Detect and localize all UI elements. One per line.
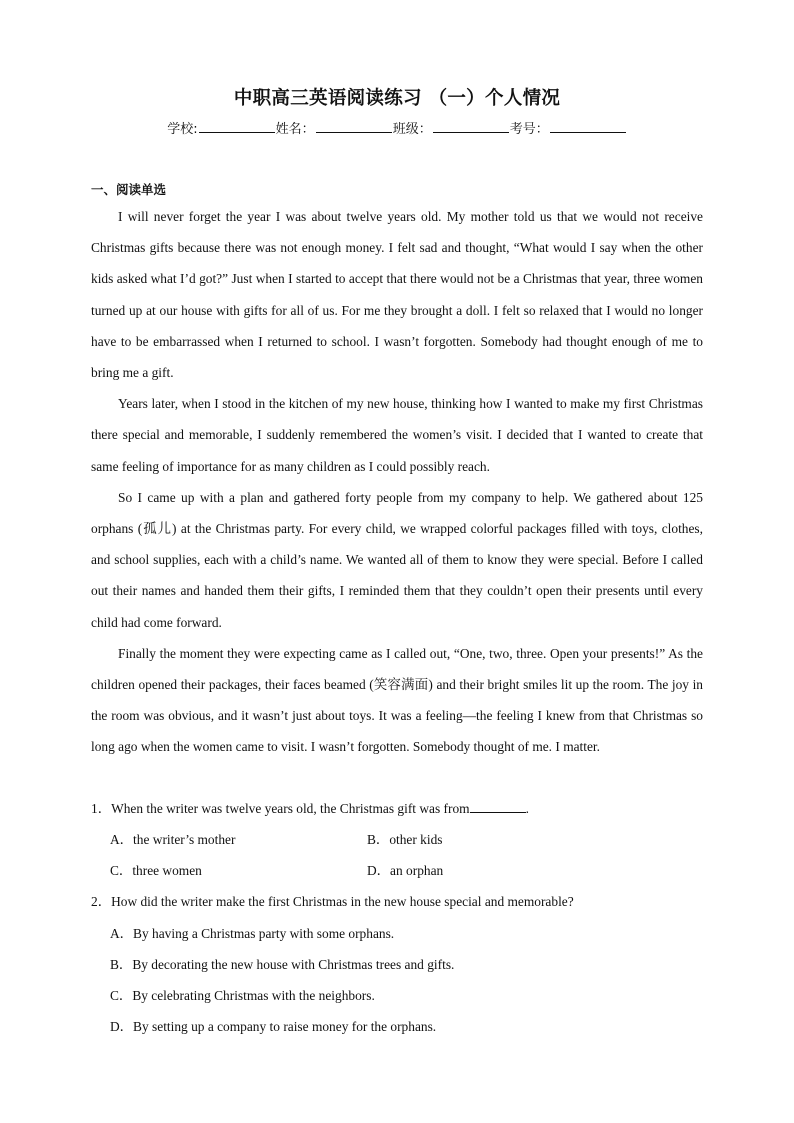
question-2-stem: 2．How did the writer make the first Christmas in the new house special and memorable?: [91, 894, 574, 909]
class-blank[interactable]: [433, 120, 509, 133]
question-1-end: .: [525, 801, 529, 816]
exam-no-blank[interactable]: [550, 120, 626, 133]
question-1-stem: [91, 799, 529, 819]
section-heading: 一、阅读单选: [91, 182, 167, 197]
reading-passage: [91, 201, 703, 763]
question-2-option-b[interactable]: B．By decorating the new house with Christmas trees and gifts.: [110, 957, 455, 972]
school-label: 学校:: [167, 122, 198, 137]
school-blank[interactable]: [199, 120, 275, 133]
page-title: 中职高三英语阅读练习 （一）个人情况: [233, 88, 561, 109]
student-info-line: [0, 118, 794, 137]
name-label: 姓名：: [275, 122, 315, 137]
passage-paragraph: So I came up with a plan and gathered forty people from my company to help. We gathered about 125 orphans (孤儿) at the Christmas party. For every child, we wrapped colorful packages filled with toys, clothes, and school supplies, each with a child’s name. We wanted all of them to know they were special. Before I called out their names and handed them their gifts, I reminded them that they couldn’t open their presents until every child had come forward.: [91, 489, 703, 630]
question-1-option-c[interactable]: C．three women: [110, 863, 202, 878]
name-blank[interactable]: [316, 120, 392, 133]
question-2-option-a[interactable]: A．By having a Christmas party with some orphans.: [110, 926, 395, 941]
question-1-option-d[interactable]: D．an orphan: [367, 863, 444, 878]
passage-paragraph: Years later, when I stood in the kitchen of my new house, thinking how I wanted to make my first Christmas there special and memorable, I suddenly remembered the women’s visit. I decided that I wanted to create that same feeling of importance for as many children as I could possibly reach.: [91, 396, 703, 474]
passage-paragraph: I will never forget the year I was about twelve years old. My mother told us that we would not receive Christmas gifts because there was not enough money. I felt sad and thought, “What would I say when the other kids asked what I’d got?” Just when I started to accept that there would not be a Christmas that year, three women turned up at our house with gifts for all of us. For me they brought a doll. I felt so relaxed that I would no longer have to be embarrassed when I returned to school. I wasn’t forgotten. Somebody had thought enough of me to bring me a gift.: [91, 209, 703, 381]
question-1-blank[interactable]: [470, 799, 526, 813]
question-1-text: 1．When the writer was twelve years old, the Christmas gift was from: [91, 801, 470, 816]
passage-paragraph: Finally the moment they were expecting came as I called out, “One, two, three. Open your presents!” As the children opened their packages, their faces beamed (笑容满面) and their bright smiles lit up the room. The joy in the room was obvious, and it wasn’t just about toys. It was a feeling—the feeling I knew from that Christmas so long ago when the women came to visit. I wasn’t forgotten. Somebody thought of me. I matter.: [91, 645, 703, 755]
question-1-option-b[interactable]: B．other kids: [367, 832, 443, 847]
question-2-option-c[interactable]: C．By celebrating Christmas with the neighbors.: [110, 988, 375, 1003]
class-label: 班级：: [392, 122, 432, 137]
question-2-option-d[interactable]: D．By setting up a company to raise money for the orphans.: [110, 1019, 437, 1034]
exam-no-label: 考号：: [509, 122, 549, 137]
question-1-option-a[interactable]: A．the writer’s mother: [110, 832, 236, 847]
